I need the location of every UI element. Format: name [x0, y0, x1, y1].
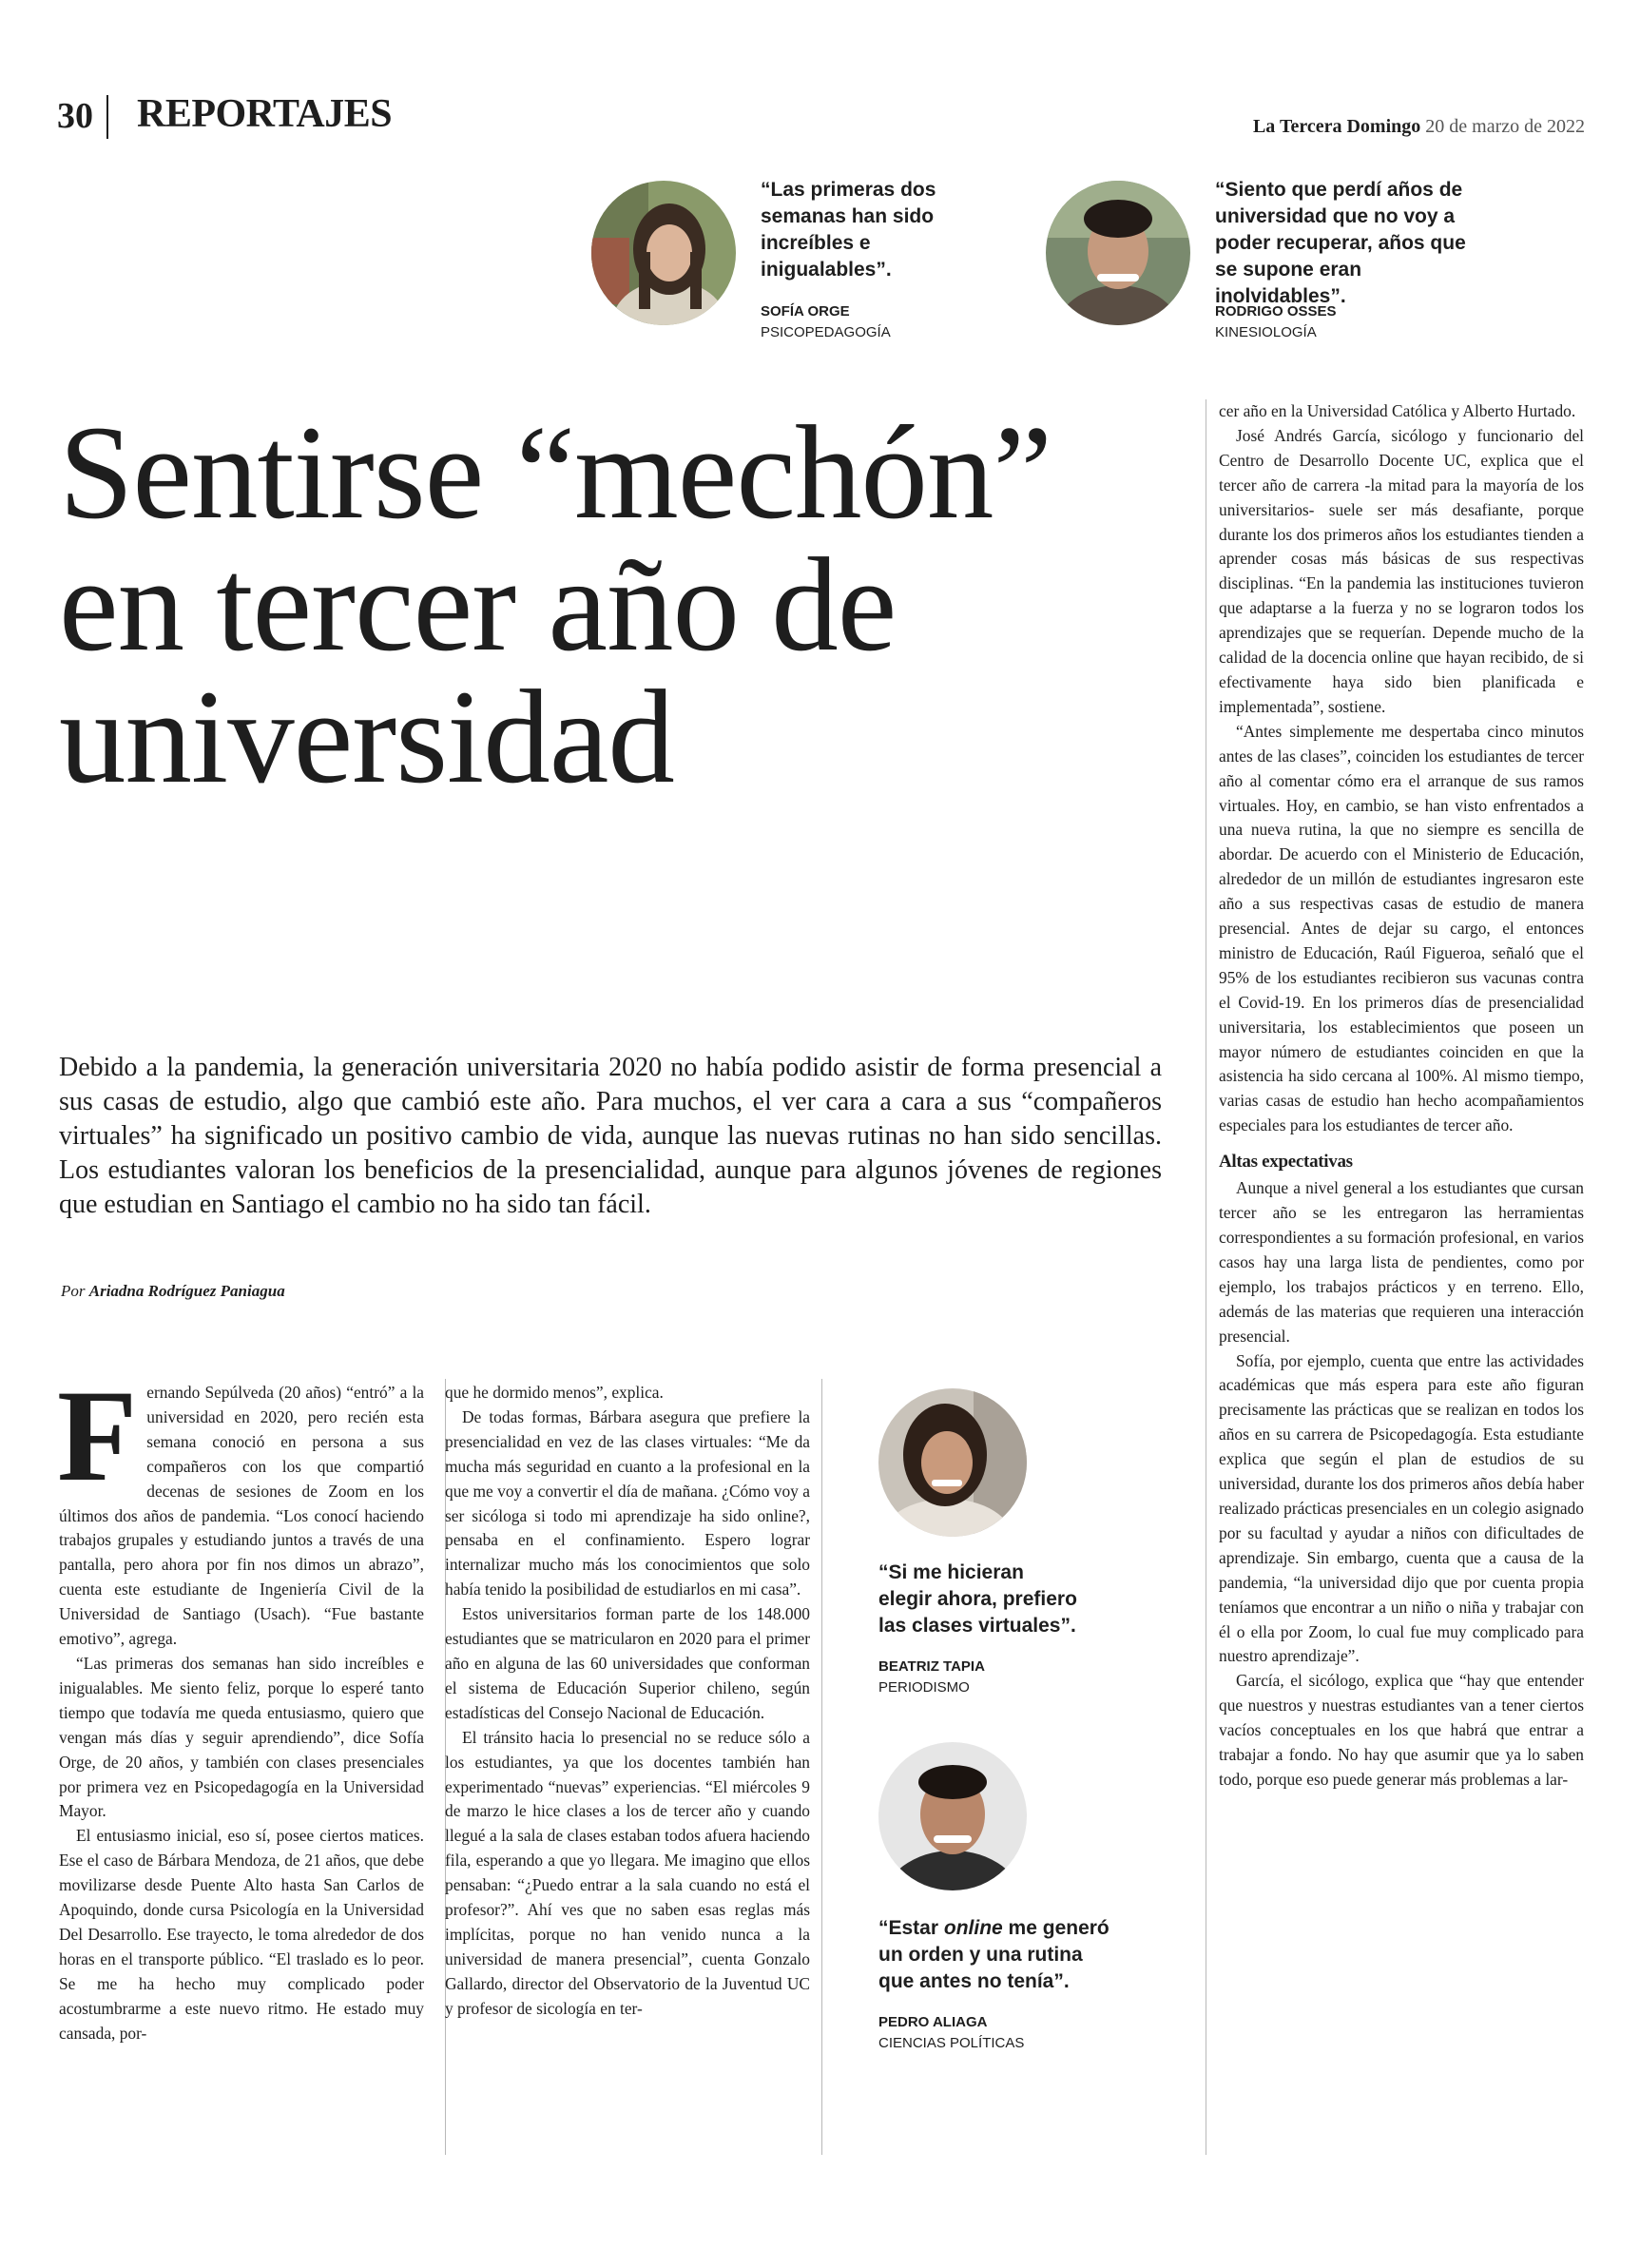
- paragraph: García, el sicólogo, explica que “hay que entender que nuestros y nuestras estudiantes van a tener ciertos vacíos conceptuales en los que habrá que entrar a trabajar a fondo. No hay que asumir que ya lo saben todo, porque eso puede generar más problemas a lar-: [1219, 1671, 1584, 1789]
- quote-name: RODRIGO OSSES: [1215, 303, 1337, 320]
- paragraph: cer año en la Universidad Católica y Alberto Hurtado.: [1219, 401, 1576, 420]
- quote-part: “Estar: [878, 1917, 944, 1939]
- paragraph: ernando Sepúlveda (20 años) “entró” a la universidad en 2020, pero recién esta semana conoció en persona a sus compañeros con los que compartió decenas de sesiones de Zoom en los últimos dos años de pandemia. “Los conocí haciendo trabajos grupales y estudiando juntos a través de una pantalla, pero ahora por fin nos dimos un abrazo”, cuenta este estudiante de Ingeniería Civil de la Universidad de Santiago (Usach). “Fue bastante emotivo”, agrega.: [59, 1383, 424, 1649]
- pull-quote-text: “Si me hicieran elegir ahora, prefiero las clases virtuales”.: [878, 1561, 1077, 1637]
- byline-author: Ariadna Rodríguez Paniagua: [88, 1282, 285, 1300]
- avatar-rodrigo-osses: [1046, 181, 1190, 325]
- article-column-3: [1219, 399, 1584, 1793]
- pull-quote-text: “Siento que perdí años de universidad que no voy a poder recuperar, años que se supone eran inolvidables”.: [1215, 179, 1466, 307]
- article-headline: Sentirse “mechón” en tercer año de universidad: [59, 398, 1052, 811]
- quote-emphasis: online: [943, 1917, 1003, 1939]
- paragraph: José Andrés García, sicólogo y funcionario del Centro de Desarrollo Docente UC, explica que el tercer año de carrera -la mitad para la mayoría de los universitarios- suele ser más desafiante, porque durante los dos primeros años los estudiantes tienden a aprender cosas más básicas de sus respectivas disciplinas. “En la pandemia las instituciones tuvieron que adaptarse a la fuerza y no se lograron todos los aprendizajes que se requerían. Depende mucho de la calidad de la docencia online que hayan recibido, de si efectivamente haya sido bien planificada e implementada”, sostiene.: [1219, 425, 1584, 716]
- paragraph: Sofía, por ejemplo, cuenta que entre las actividades académicas que más espera para este año figuran precisamente las prácticas que se realizan en todos los años en su carrera de Psicopedagogía. Esta estudiante explica que según el plan de estudios de su universidad, durante los dos primeros años debía haber realizado prácticas presenciales en un colegio asignado por su facultad y ayudar a niños con dificultades de aprendizaje. Sin embargo, cuenta que a causa de la pandemia, “la universidad dijo que por cuenta propia teníamos que encontrar a un niño o niña y trabajar con él o ella por Zoom, lo cual fue muy complicado para nuestro aprendizaje”.: [1219, 1350, 1584, 1666]
- avatar-beatriz-tapia: [878, 1388, 1027, 1537]
- pull-quote-text: [878, 1915, 1116, 1995]
- quote-name: SOFÍA ORGE: [761, 303, 850, 320]
- paragraph: Estos universitarios forman parte de los 148.000 estudiantes que se matricularon en 2020 para el primer año en alguna de las 60 universidades que conforman el sistema de Educación Superior chileno, según estadísticas del Consejo Nacional de Educación.: [445, 1604, 810, 1722]
- article-column-1: [57, 1363, 424, 2045]
- quote-role: PERIODISMO: [878, 1679, 970, 1696]
- publication-date: 20 de marzo de 2022: [1425, 116, 1585, 137]
- paragraph: El tránsito hacia lo presencial no se reduce sólo a los estudiantes, ya que los docentes también han experimentado “nuevas” experiencias. “El miércoles 9 de marzo le hice clases a los de tercer año y cuando llegué a la sala de clases estaban todos afuera haciendo fila, esperando a que yo llegara. Me imagino que ellos pensaban: “¿Puedo entrar a la sala cuando no está el profesor?”. Ahí ves que no saben esas reglas más implícitas, porque no han venido nunca a la universidad de manera presencial”, cuenta Gonzalo Gallardo, director del Observatorio de la Juventud UC y profesor de sicología en ter-: [445, 1727, 810, 2018]
- column-rule: [821, 1379, 822, 2155]
- subheading: Altas expectativas: [1219, 1152, 1353, 1173]
- pull-quote-text: “Las primeras dos semanas han sido increíbles e inigualables”.: [761, 179, 936, 281]
- byline-prefix: Por: [61, 1282, 89, 1300]
- avatar-sofia-orge: [591, 181, 736, 325]
- paragraph: Aunque a nivel general a los estudiantes que cursan tercer año se les entregaron las herramientas correspondientes a su formación profesional, en varios casos hay una larga lista de pendientes, como por ejemplo, los trabajos prácticos y en terreno. Ello, además de las materias que requieren una interacción presencial.: [1219, 1178, 1584, 1346]
- paragraph: que he dormido menos”, explica.: [445, 1383, 664, 1402]
- quote-name: PEDRO ALIAGA: [878, 2014, 988, 2030]
- quote-role: PSICOPEDAGOGÍA: [761, 324, 891, 340]
- quote-role: CIENCIAS POLÍTICAS: [878, 2035, 1025, 2051]
- paragraph: De todas formas, Bárbara asegura que prefiere la presencialidad en vez de las clases virtuales: “Me da mucha más seguridad en cuanto a la profesional en la que me voy a convertir el día de mañana. ¿Cómo voy a ser sicóloga si todo mi aprendizaje ha sido online?, pensaba en el confinamiento. Espero lograr internalizar mucho más los conocimientos que solo había tenido la posibilidad de estudiarlos en mi casa”.: [445, 1406, 810, 1599]
- masthead: [1253, 116, 1585, 138]
- section-title: REPORTAJES: [137, 92, 393, 136]
- publication-name: La Tercera Domingo: [1252, 116, 1421, 137]
- quote-role: KINESIOLOGÍA: [1215, 324, 1317, 340]
- paragraph: “Antes simplemente me despertaba cinco minutos antes de las clases”, coinciden los estudiantes de tercer año al comentar cómo era el arranque de sus ramos virtuales. Hoy, en cambio, se han visto enfrentados a una nueva rutina, la que no siempre es sencilla de abordar. De acuerdo con el Ministerio de Educación, alrededor de un millón de estudiantes ingresaron este año a sus respectivas casas de estudio de manera presencial. Antes de dejar su cargo, el entonces ministro de Educación, Raúl Figueroa, señaló que el 95% de los estudiantes recibieron sus vacunas contra el Covid-19. En los primeros días de presencialidad universitaria, los establecimientos que poseen un mayor número de estudiantes coinciden en que la asistencia ha sido cercana al 100%. Al mismo tiempo, varias casas de estudio han hecho acompañamientos especiales para los estudiantes de tercer año.: [1219, 721, 1584, 1135]
- article-column-2: [445, 1381, 810, 2022]
- byline: [61, 1282, 285, 1301]
- quote-name: BEATRIZ TAPIA: [878, 1658, 985, 1675]
- article-deck: Debido a la pandemia, la generación universitaria 2020 no había podido asistir de forma presencial a sus casas de estudio, algo que cambió este año. Para muchos, el ver cara a cara a sus “compañeros virtuales” ha significado un positivo cambio de vida, aunque las nuevas rutinas no han sido sencillas. Los estudiantes valoran los beneficios de la presencialidad, aunque para algunos jóvenes de regiones que estudian en Santiago el cambio no ha sido tan fácil.: [59, 1053, 1162, 1219]
- header-divider: [106, 95, 108, 139]
- paragraph: El entusiasmo inicial, eso sí, posee ciertos matices. Ese el caso de Bárbara Mendoza, de 21 años, que debe movilizarse desde Puente Alto hasta San Carlos de Apoquindo, donde cursa Psicología en la Universidad Del Desarrollo. Ese trayecto, le toma alrededor de dos horas en el transporte público. “El traslado es lo peor. Se me ha hecho muy complicado poder acostumbrarme a este nuevo ritmo. He estado muy cansada, por-: [59, 1826, 424, 2043]
- page-number: 30: [57, 96, 93, 136]
- paragraph: “Las primeras dos semanas han sido increíbles e inigualables. Me siento feliz, porque lo esperé tanto tiempo que todavía me queda entusiasmo, quiero que vengan más días y seguir aprendiendo”, dice Sofía Orge, de 20 años, y también con clases presenciales por primera vez en Psicopedagogía en la Universidad Mayor.: [59, 1653, 424, 1821]
- avatar-pedro-aliaga: [878, 1742, 1027, 1890]
- drop-cap: F: [57, 1363, 138, 1508]
- quote-part: me generó un orden y una rutina que antes no tenía”.: [878, 1917, 1109, 1992]
